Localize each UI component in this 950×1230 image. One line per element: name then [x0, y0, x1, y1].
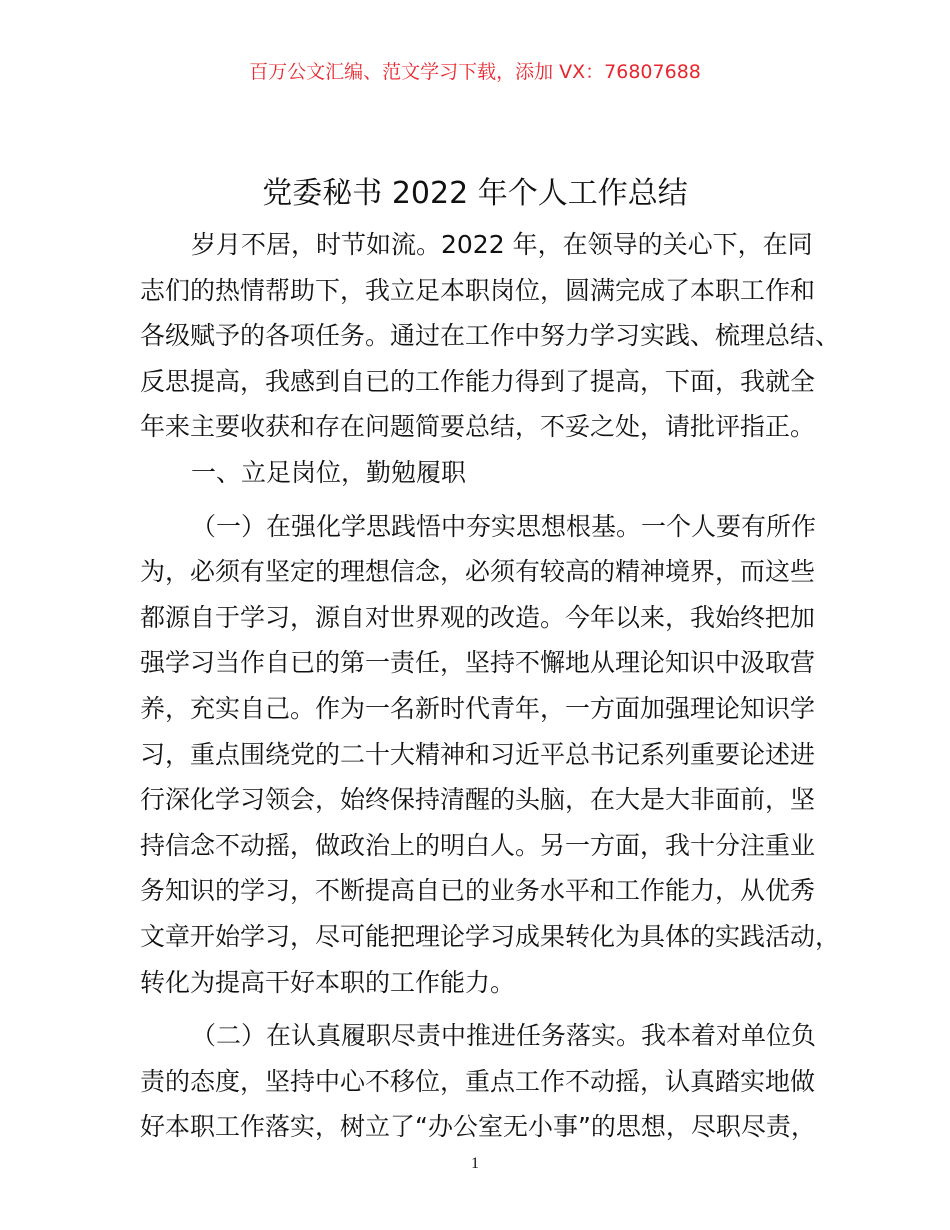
- document-title: 党委秘书 2022 年个人工作总结: [262, 176, 688, 211]
- text-line: 年来主要收获和存在问题简要总结，不妥之处，请批评指正。: [140, 412, 816, 442]
- text-line: 一、立足岗位，勤勉履职: [191, 457, 467, 487]
- text-line: （二）在认真履职尽责中推进任务落实。我本着对单位负: [191, 1021, 817, 1051]
- section-heading: [140, 450, 812, 496]
- paragraph-gap: [140, 1005, 812, 1013]
- text-line: 强学习当作自已的第一责任，坚持不懈地从理论知识中汲取营: [140, 648, 816, 678]
- paragraph-gap: [140, 496, 812, 504]
- text-line: 行深化学习领会，始终保持清醒的头脑，在大是大非面前，坚: [140, 785, 816, 815]
- page-number: 1: [471, 1155, 479, 1172]
- text-line: 习，重点围绕党的二十大精神和习近平总书记系列重要论述进: [140, 739, 816, 769]
- text-line: 好本职工作落实，树立了“办公室无小事”的思想，尽职尽责，: [140, 1112, 816, 1142]
- text-line: 反思提高，我感到自已的工作能力得到了提高，下面，我就全: [140, 366, 816, 396]
- text-line: 责的态度，坚持中心不移位，重点工作不动摇，认真踏实地做: [140, 1066, 816, 1096]
- header-banner: 百万公文汇编、范文学习下载，添加 VX：76807688: [249, 61, 701, 83]
- text-line: 持信念不动摇，做政治上的明白人。另一方面，我十分注重业: [140, 830, 816, 860]
- text-line: 转化为提高干好本职的工作能力。: [140, 967, 516, 997]
- document-body: [140, 222, 841, 1150]
- text-line: 为，必须有坚定的理想信念，必须有较高的精神境界，而这些: [140, 557, 816, 587]
- text-line: 文章开始学习，尽可能把理论学习成果转化为具体的实践活动，: [140, 921, 841, 951]
- text-line: 养，充实自己。作为一名新时代青年，一方面加强理论知识学: [140, 693, 816, 723]
- text-line: 岁月不居，时节如流。2022 年，在领导的关心下，在同: [191, 230, 813, 259]
- paragraph: [140, 504, 841, 1006]
- text-line: 务知识的学习，不断提高自已的业务水平和工作能力，从优秀: [140, 876, 816, 906]
- text-line: 都源自于学习，源自对世界观的改造。今年以来，我始终把加: [140, 602, 816, 632]
- paragraph: [140, 1013, 817, 1150]
- paragraph: [140, 222, 841, 450]
- text-line: 各级赋予的各项任务。通过在工作中努力学习实践、梳理总结、: [140, 321, 841, 351]
- text-line: （一）在强化学思践悟中夯实思想根基。一个人要有所作: [191, 511, 817, 541]
- text-line: 志们的热情帮助下，我立足本职岗位，圆满完成了本职工作和: [140, 275, 816, 305]
